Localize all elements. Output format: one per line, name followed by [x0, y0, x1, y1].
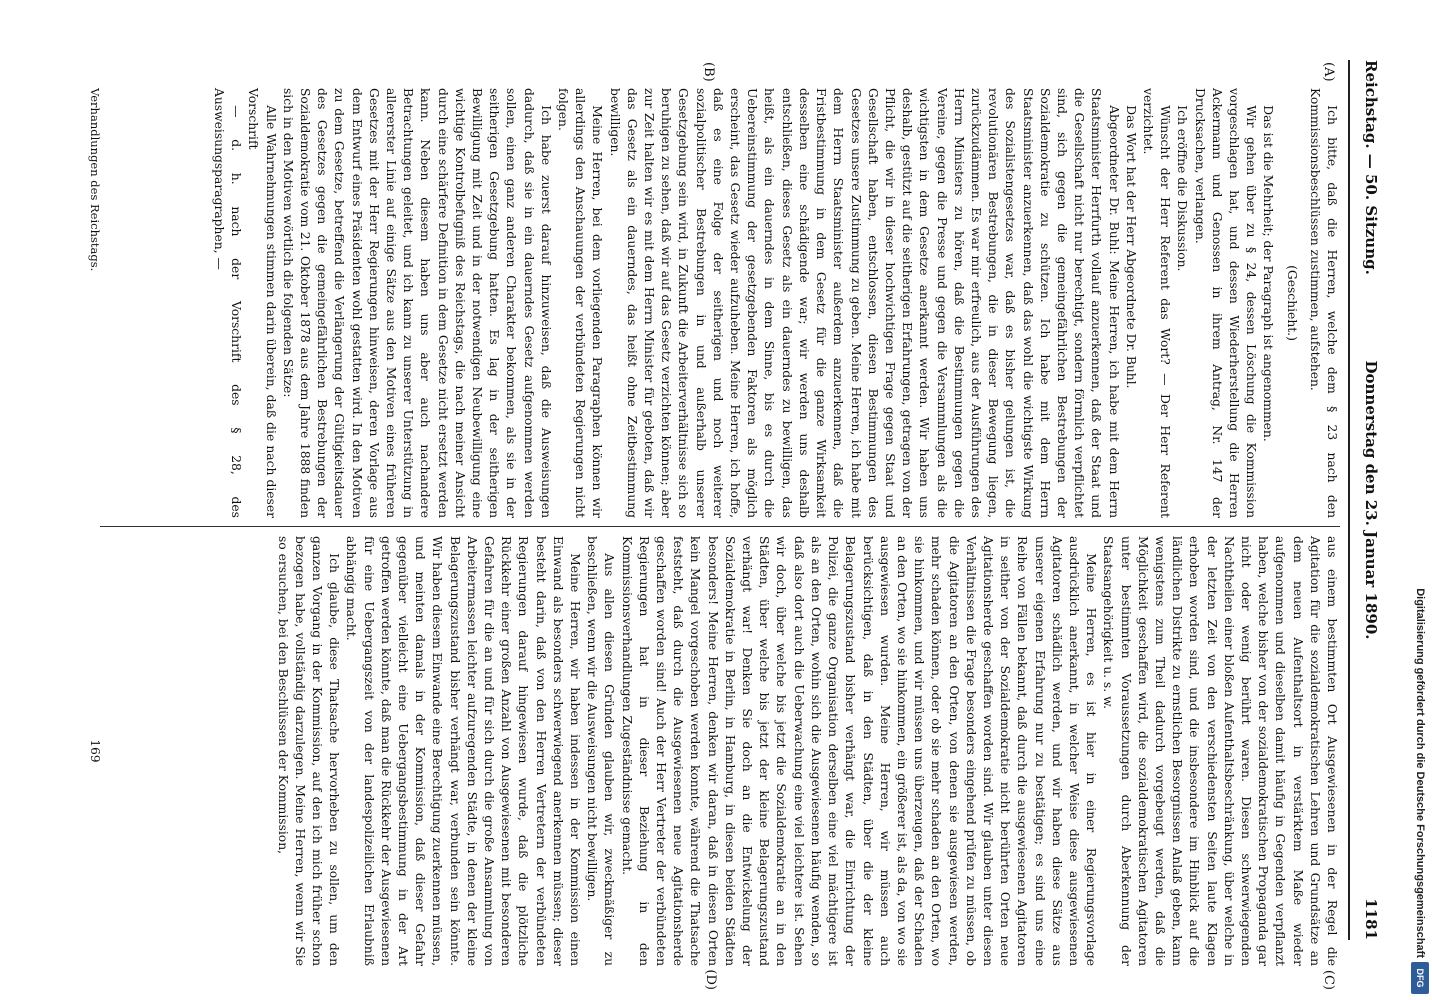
paragraph: Meine Herren, bei dem vorliegenden Paragraphen können wir allerdings den Anschauungen der verbündeten Regierungen nicht folgen.	[556, 88, 605, 518]
margin-marker-c: (C)	[1321, 969, 1336, 990]
dfg-logo-icon: DFG	[1411, 962, 1429, 994]
paragraph: Meine Herren, es ist hier in einer Regierungsvorlage ausdrücklich anerkannt, in welcher Weise diese ausgewiesenen Agitatoren schädlich werden, und wir haben diese Sätze aus unserer eigenen Erfahrung nur zu bestätigen; es sind uns eine Reihe von Fällen bekannt, daß durch die ausgewiesenen Agitatoren in seither von der Sozialdemokratie nicht berührten Orten neue Agitationsherde geschaffen worden sind. Wir glauben unter diesen Verhältnissen die Frage besonders eingehend prüfen zu müssen, ob die Agitatoren an den Orten, von denen sie ausgewiesen werden, mehr schaden können, oder ob sie mehr schaden an den Orten, wo sie hinkommen, und wir müssen uns überzeugen, daß der Schaden an den Orten, wo sie hinkommen, ein größerer ist, als da, von wo sie ausgewiesen wurden. Meine Herren, wir müssen auch berücksichtigen, daß in den Städten, über die der kleine Belagerungszustand bisher verhängt war, die Einrichtung der Polizei, die ganze Organisation derselben eine viel mächtigere ist als an den Orten, wohin sich die Ausgewiesenen häufig wenden, so daß also dort auch die Ueberwachung eine viel leichtere ist. Sehen wir doch, über welche bis jetzt die Sozialdemokratie an in den Städten, über welche bis jetzt der kleine Belagerungszustand verhängt war! Denken Sie doch an die Entwickelung der Sozialdemokratie in Berlin, in Hamburg, in diesen beiden Städten besonders! Meine Herren, denken wir daran, daß in diesen Orten kein Mangel vorgeschoben werden konnte, während die Thatsache feststeht, daß durch die Ausgewiesenen neue Agitationsherde geschaffen worden sind! Auch der Herr Vertreter der verbündeten Regierungen hat in dieser Beziehung in den Kommissionsverhandlungen Zugeständnisse gemacht.	[619, 536, 1099, 966]
paragraph: Aus allen diesen Gründen glauben wir, zweckmäßiger zu beschließen, wenn wir die Ausweisungen nicht bewilligen.	[585, 536, 617, 966]
margin-marker-d: (D)	[703, 969, 718, 990]
paragraph: Meine Herren, wir haben indessen in der Kommission einen Einwand als besonders schwerwiegend anerkennen müssen; dieser besteht darin, daß von den Herren Vertretern der verbündeten Regierungen darauf hingewiesen wurde, daß die plötzliche Rückkehr einer großen Anzahl von Ausgewiesenen mit besonderen Gefahren für die an und für sich durch die große Ansammlung von Arbeitermassen leichter aufzuregenden Städte, in denen der kleine Belagerungszustand bisher verhängt war, verbunden sein könnte. Wir haben diesem Einwande eine Berechtigung zuerkennen müssen, und meinten damals in der Kommission, daß dieser Gefahr gegenüber vielleicht eine Uebergangsbestimmung in der Art getroffen werden könnte, daß man die Rückkehr der Ausgewiesenen für eine Uebergangszeit von der landespolizeilichen Erlaubniß abhängig macht.	[344, 536, 583, 966]
header-session: Reichstag. — 50. Sitzung.	[1362, 60, 1380, 275]
running-header	[1354, 60, 1380, 940]
paragraph: Ich glaube, diese Thatsache hervorheben zu sollen, um den ganzen Vorgang in der Kommission, auf den ich mich früher schon bezogen habe, vollständig darzulegen. Meine Herren, wenn wir Sie so ersuchen, bei den Beschlüssen der Kommission,	[275, 536, 342, 966]
left-column	[210, 88, 1340, 518]
column-divider	[100, 526, 1340, 527]
paragraph: Alle Wahrnehmungen stimmen darin überein, daß die nach dieser Vorschrift	[246, 88, 278, 518]
right-column	[273, 536, 1340, 966]
paragraph: Abgeordneter Dr. Buhl: Meine Herren, ich habe mit dem Herrn Staatsminister Herrfurth vollauf anzuerkennen, daß der Staat und die Gesellschaft nicht nur berechtigt, sondern förmlich verpflichtet sind, sich gegen die gemeingefährlichen Bestrebungen der Sozialdemokratie zu schützen. Ich habe mit dem Herrn Staatsminister anzuerkennen, daß das wohl die wichtigste Wirkung des Sozialistengesetzes war, daß es bisher gelungen ist, die revolutionären Bestrebungen, die in dieser Bewegung liegen, zurückzudämmen. Es war mir erfreulich, aus der Ausführungen des Herrn Ministers zu hören, daß die Bestimmungen gegen die Vereine, gegen die Presse und gegen die Versammlungen als die wichtigsten in dem Gesetze anerkannt werden. Wir haben uns deshalb, gestützt auf die seitherigen Erfahrungen, getragen von der Pflicht, die wir in dieser hochwichtigen Frage gegen Staat und Gesellschaft haben, entschlossen, diesen Bestimmungen des Gesetzes unsere Zustimmung zu geben. Meine Herren, ich habe mit dem Herrn Staatsminister außerdem anzuerkennen, daß die Fristbestimmung in dem Gesetz für die ganze Wirksamkeit desselben eine schädigende war; wir werden uns deshalb entschließen, dieses Gesetz als ein dauerndes zu bewilligen, das heißt, als ein dauerndes in dem Sinne, bis es durch die Uebereinstimmung der gesetzgebenden Faktoren als möglich erscheint, das Gesetz wieder aufzuheben. Meine Herren, ich hoffe, daß es eine Folge der seitherigen und noch weiterer sozialpolitischer Bestrebungen in und außerhalb unserer Gesetzgebung sein wird, in Zukunft die Arbeiterverhältnisse sich so beruhigen zu sehen, daß wir auf das Gesetz verzichten können; aber zur Zeit halten wir es mit dem Herrn Minister für geboten, daß wir das Gesetz als ein dauerndes, das heißt ohne Zeitbestimmung bewilligen.	[607, 88, 1121, 518]
margin-marker-a: (A)	[1321, 62, 1336, 82]
paragraph: Ich eröffne die Diskussion.	[1175, 105, 1190, 272]
margin-marker-b: (B)	[701, 62, 716, 82]
paragraph: aus einem bestimmten Ort Ausgewiesenen in der Regel die Agitation für die sozialdemokratischen Lehren und Grundsätze an dem neuen Aufenthaltsort in verstärktem Maße wieder aufgenommen und dieselben damit häufig in Gegenden verpflanzt haben, welche bisher von der sozialdemokratischen Propaganda gar nicht oder wenig berührt waren. Diesen schwerwiegenden Nachtheilen einer bloßen Aufenthaltsbeschränkung, über welche in der letzten Zeit von den verschiedensten Seiten laute Klagen erhoben worden sind, und die insbesondere im Hinblick auf die ländlichen Distrikte zu ernstlichen Besorgnissen Anlaß geben, kann wenigstens zum Theil dadurch vorgebeugt werden, daß die Möglichkeit geschaffen wird, die sozialdemokratischen Agitatoren unter bestimmten Voraussetzungen durch Aberkennung der Staatsangehörigkeit u. s. w.	[1101, 536, 1339, 966]
page-number: 1181	[1362, 898, 1380, 940]
header-date: Donnerstag den 23. Januar 1890.	[1362, 360, 1380, 640]
paragraph: (Geschieht.)	[1284, 265, 1299, 341]
paragraph: — d. h. nach der Vorschrift des § 28, des Ausweisungsparagraphen, —	[212, 88, 244, 518]
paragraph: Das ist die Mehrheit; der Paragraph ist angenommen.	[1261, 105, 1276, 442]
digitization-banner	[1406, 0, 1432, 1000]
footnote: Verhandlungen des Reichstags.	[88, 88, 102, 272]
paragraph: Das Wort hat der Herr Abgeordnete Dr. Buhl.	[1123, 105, 1138, 389]
paragraph: Ich habe zuerst darauf hinzuweisen, daß die Ausweisungen dadurch, daß sie in ein dauerndes Gesetz aufgenommen werden sollen, einen ganz anderen Charakter bekommen, als sie in der seitherigen Gesetzgebung hatten. Es lag in der seitherigen Bewilligung mit Zeit und in der notwendigen Neubewilligung eine wichtige Kontrolbefugniß des Reichstags, die nach meiner Ansicht durch eine schärfere Definition in dem Gesetze nicht ersetzt werden kann. Neben diesem haben uns aber auch nachandere Betrachtungen geleitet, und ich kann zu unserer Unterstützung in allererster Linie auf einige Sätze aus den Motiven eines früheren Gesetzes mit der Herr Regierungen hinweisen, deren Vorlage aus dem Entwurf eines Präsidenten wohl gestatten wird. In den Motiven zu dem Gesetze, betreffend die Verlängerung der Gültigkeitsdauer des Gesetzes gegen die gemeingefährlichen Bestrebungen der Sozialdemokratie vom 21. Oktober 1878 aus dem Jahre 1888 finden sich in den Motiven wörtlich die folgenden Sätze:	[280, 88, 553, 518]
paragraph: Ich bitte, daß die Herren, welche dem § 23 nach den Kommissionsbeschlüssen zustimmen, aufstehen.	[1307, 88, 1339, 518]
paragraph: Wir gehen über zu § 24, dessen Löschung die Kommission vorgeschlagen hat, und dessen Wiederherstellung die Herren Ackermann und Genossen in ihrem Antrag, Nr. 147 der Drucksachen, verlangen.	[1192, 88, 1259, 518]
sheet-number: 169	[88, 739, 102, 763]
header-rule	[1348, 60, 1350, 940]
paragraph: Wünscht der Herr Referent das Wort? — Der Herr Referent verzichtet.	[1140, 88, 1173, 518]
digitization-note: Digitalisierung gefördert durch die Deutsche Forschungsgemeinschaft	[1414, 588, 1426, 958]
